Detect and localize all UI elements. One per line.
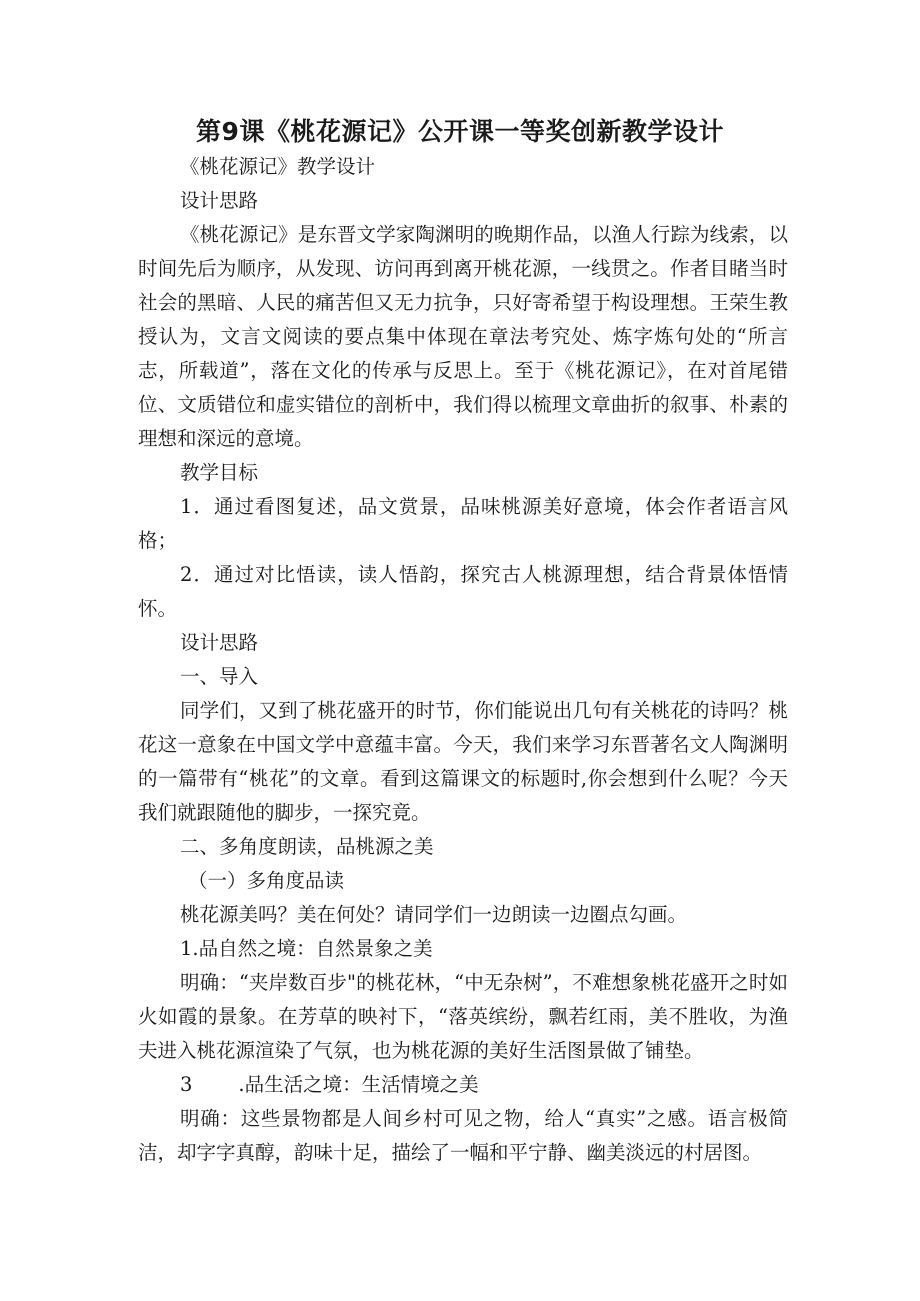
step-heading-reading: 二、多角度朗读，品桃源之美 [180, 835, 434, 858]
sub-heading-multi-angle: （一）多角度品读 [188, 869, 345, 892]
point-number: 3 [180, 1073, 193, 1096]
section-heading-design-idea: 设计思路 [180, 189, 259, 212]
section-heading-design-idea-2: 设计思路 [180, 631, 259, 654]
section-heading-goals: 教学目标 [180, 461, 259, 484]
point-heading-text: .品生活之境：生活情境之美 [238, 1073, 479, 1096]
document-title: 第9课《桃花源记》公开课一等奖创新教学设计 [196, 117, 724, 146]
subtitle: 《桃花源记》教学设计 [180, 155, 376, 178]
paragraph-life: 明确：这些景物都是人间乡村可见之物，给人“真实”之感。语言极简洁，却字字真醇，韵味十足，描绘了一幅和平宁静、幽美淡远的村居图。 [138, 1107, 788, 1164]
document-body [138, 150, 788, 1170]
step-heading-lead-in: 一、导入 [180, 665, 259, 688]
paragraph-lead-in: 同学们，又到了桃花盛开的时节，你们能说出几句有关桃花的诗吗？桃花这一意象在中国文学中意蕴丰富。今天，我们来学习东晋著名文人陶渊明的一篇带有“桃花”的文章。看到这篇课文的标题时,你会想到什么呢？今天我们就跟随他的脚步，一探究竟。 [138, 699, 788, 824]
goal-item-1: 1．通过看图复述，品文赏景，品味桃源美好意境，体会作者语言风格； [138, 495, 788, 552]
paragraph-question: 桃花源美吗？美在何处？请同学们一边朗读一边圈点勾画。 [180, 903, 688, 926]
paragraph-nature: 明确：“夹岸数百步"的桃花林，“中无杂树”，不难想象桃花盛开之时如火如霞的景象。在芳草的映衬下，“落英缤纷，飘若红雨，美不胜收，为渔夫进入桃花源渲染了气氛，也为桃花源的美好生活图景做了铺垫。 [138, 971, 788, 1062]
paragraph-intro: 《桃花源记》是东晋文学家陶渊明的晚期作品，以渔人行踪为线索，以时间先后为顺序，从发现、访问再到离开桃花源，一线贯之。作者目睹当时社会的黑暗、人民的痛苦但又无力抗争，只好寄希望于构设理想。王荣生教授认为，文言文阅读的要点集中体现在章法考究处、炼字炼句处的“所言志，所载道”，落在文化的传承与反思上。至于《桃花源记》，在对首尾错位、文质错位和虚实错位的剖析中，我们得以梳理文章曲折的叙事、朴素的理想和深远的意境。 [138, 223, 788, 450]
point-heading-nature: 1.品自然之境：自然景象之美 [180, 937, 433, 960]
goal-item-2: 2．通过对比悟读，读人悟韵，探究古人桃源理想，结合背景体悟情怀。 [138, 563, 788, 620]
point-heading-life [138, 1068, 788, 1102]
